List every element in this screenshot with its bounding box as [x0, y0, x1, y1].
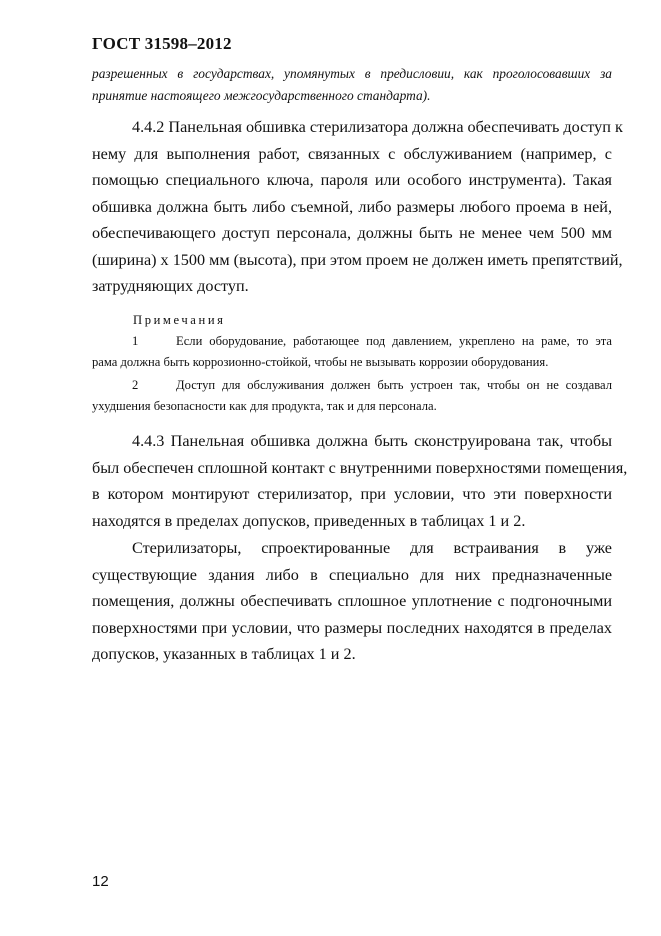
note-line [92, 331, 612, 352]
note-line: ухудшения безопасности как для продукта, так и для персонала. [92, 399, 437, 413]
note-text: Доступ для обслуживания должен быть устроен так, чтобы он не создавал [176, 378, 612, 392]
paragraph-line: обшивка должна быть либо съемной, либо размеры любого проема в ней, [92, 197, 612, 216]
paragraph-line: 4.4.3 Панельная обшивка должна быть сконструирована так, чтобы [132, 432, 612, 450]
paragraph-line: Стерилизаторы, спроектированные для встраивания в уже [132, 539, 612, 557]
paragraph-line: обеспечивающего доступ персонала, должны быть не менее чем 500 мм [92, 224, 612, 242]
page-number: 12 [92, 873, 109, 890]
notes-title: Примечания [133, 313, 226, 327]
clause-4-4-2 [92, 114, 623, 300]
document-header: ГОСТ 31598–2012 [92, 34, 232, 53]
note-line: рама должна быть коррозионно-стойкой, чтобы не вызывать коррозии оборудования. [92, 355, 549, 369]
paragraph-line: нему для выполнения работ, связанных с обслуживанием (например, с [92, 144, 612, 163]
intro-continuation [92, 63, 612, 107]
intro-line: разрешенных в государствах, упомянутых в предисловии, как проголосовавших за [92, 66, 612, 81]
paragraph-line: допусков, указанных в таблицах 1 и 2. [92, 645, 356, 663]
paragraph-line: существующие здания либо в специально для них предназначенные [92, 565, 612, 584]
note-number: 2 [132, 378, 139, 392]
sterilizers-paragraph [92, 535, 612, 668]
note-text: Если оборудование, работающее под давлением, укреплено на раме, то эта [176, 334, 612, 348]
intro-line: принятие настоящего межгосударственного стандарта). [92, 88, 431, 103]
paragraph-line: был обеспечен сплошной контакт с внутренними поверхностями помещения, [92, 458, 628, 477]
paragraph-line: (ширина) х 1500 мм (высота), при этом проем не должен иметь препятствий, [92, 250, 623, 269]
note-1 [92, 331, 612, 373]
paragraph-line: помощью специального ключа, пароля или особого инструмента). Такая [92, 171, 612, 189]
paragraph-line: затрудняющих доступ. [92, 277, 249, 295]
clause-4-4-3 [92, 428, 628, 534]
note-line [92, 375, 612, 396]
paragraph-line: в котором монтируют стерилизатор, при условии, что эти поверхности [92, 485, 612, 503]
paragraph-line: находятся в пределах допусков, приведенных в таблицах 1 и 2. [92, 511, 526, 530]
paragraph-line: помещения, должны обеспечивать сплошное уплотнение с подгоночными [92, 592, 612, 610]
note-number: 1 [132, 334, 139, 348]
paragraph-line: поверхностями при условии, что размеры последних находятся в пределах [92, 618, 612, 637]
note-2 [92, 375, 612, 417]
paragraph-line: 4.4.2 Панельная обшивка стерилизатора должна обеспечивать доступ к [132, 118, 623, 136]
